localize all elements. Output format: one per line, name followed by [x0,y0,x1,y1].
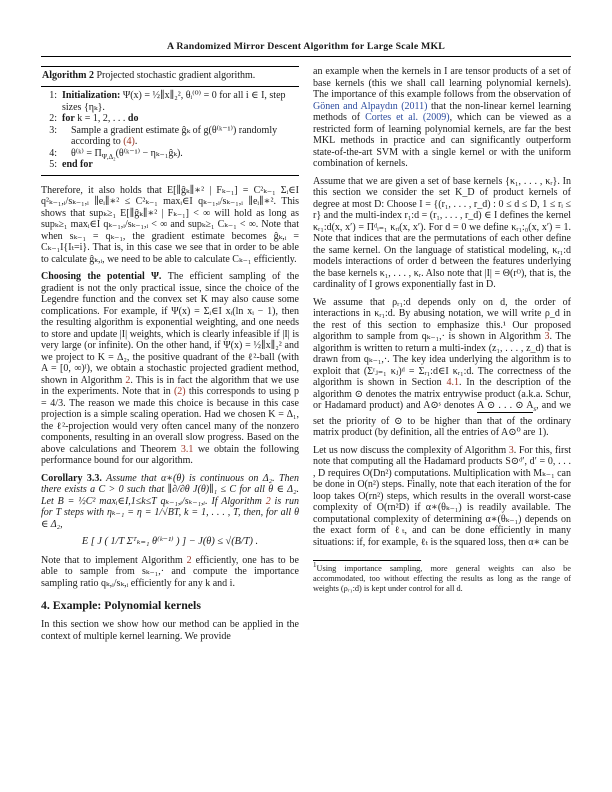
underbrace-hadamard-power: A ⊙ . . . ⊙ A [477,400,534,411]
ref-eq-4[interactable]: (4) [123,136,135,147]
paragraph-sampling-algorithm [313,297,571,439]
citation-gonen-alpaydin-2011[interactable]: Gönen and Alpaydın (2011) [313,100,428,112]
complexity-s0: Let us now discuss the complexity of Algorithm [313,444,509,456]
footnote-marker: 1 [313,561,317,570]
algo-step-2-number: 2: [49,113,57,124]
algorithm-2-caption-text: Projected stochastic gradient algorithm. [93,70,256,81]
sampling-s2: . In the description of the algorithm ⊙ denotes the matrix entrywise product (a.k.a. Schur, or Hadamard product) and A⊙ˢ denotes [313,377,571,411]
corollary-3-3 [41,473,299,531]
algo-step-4-number: 4: [49,147,57,159]
choosing-potential-s4: we obtain the following performance bound for our algorithm. [41,443,299,466]
for-keyword: for [62,113,75,124]
tensor-s1: that the non-linear kernel learning methods of [313,100,571,123]
ref-eq-2[interactable]: (2) [173,386,186,397]
ref-algorithm-2-corollary[interactable]: 2 [265,495,271,507]
step-3-period: . [134,136,138,147]
algorithm-2-steps [41,87,299,171]
sampling-s1: . The algorithm is written to return a multi-index (z₁, . . . , z_d) that is drawn from qₖ₋₁,·. The key idea underlying the algorithm is to exploit that (Σʳⱼ₌₁ κⱼ)ᵈ = Σᵣ₁:d∈I κᵣ₁:d. The correctness of the algorithm is shown in Section [313,331,571,388]
algo-step-4 [41,148,299,160]
algorithm-2-label: Algorithm 2 [42,70,94,81]
algo-step-2-text [62,113,298,125]
impl-note-s2: efficiently, one has to be able to sample from sₖ₋₁,· and compute the importance sampling ratio qₖ,ᵢ/sₖ,ᵢ efficiently for any k and i. [41,554,299,589]
footnote-1 [313,561,571,593]
sampling-s3: , and we set the priority of ⊙ to be higher than that of the ordinary matrix product (by definition, all the entries of A⊙⁰ are 1). [313,400,571,438]
paragraph-choosing-potential [41,271,299,467]
projection-subscript: Ψ,Δ₂ [101,152,116,161]
left-column [41,66,299,648]
algo-step-5-number: 5: [49,159,57,170]
two-column-body [41,66,571,648]
algorithm-2-caption [41,67,299,87]
algo-step-5-text [62,159,298,171]
tensor-s2: , which can be viewed as a restricted form of learning polynomial kernels, are far the best MKL methods in practice and can significantly outperform state-of-the-art SVM with a single kernel or with the uniform combination of kernels. [313,112,572,169]
running-title: A Randomized Mirror Descent Algorithm for Large Scale MKL [41,41,571,57]
do-keyword: do [127,113,139,124]
algo-step-3 [41,125,299,148]
algo-step-4-text [62,148,298,160]
algo-step-3-number: 3: [49,124,57,136]
algo-step-1 [41,90,299,113]
init-body: Ψ(x) = ½∥x∥₂², θᵢ⁽⁰⁾ = 0 for all i ∈ I, step sizes {ηₖ}. [62,90,286,113]
ref-algorithm-3-complexity[interactable]: 3 [508,444,514,456]
paragraph-implementation-note [41,555,299,590]
paragraph-complexity [313,445,571,549]
sampling-s0: We assume that ρᵣ₁:d depends only on d, the order of interactions in κᵣ₁:d. By abusing notation, we will write ρ_d in the rest of this section to emphasize this.¹ Our proposed algorithm to sample from qₖ₋₁,· is shown in Algorithm [313,296,571,342]
footnote-text: Using importance sampling, more general weights can also be accommodated, too without effecting the results as long as the range of weights (ρᵣ₁:d) is kept under control for all d. [313,564,571,593]
choosing-potential-lead: Choosing the potential Ψ. [41,271,162,282]
choosing-potential-s2: . This is in fact the algorithm that we use in the experiments. Note that in [41,374,299,397]
for-body: k = 1, 2, . . . [74,113,128,124]
init-keyword: Initialization: [62,90,121,101]
complexity-s1: . For this, first note that computing all the Hadamard products S⊙ᵈ′, d′ = 0, . . . , D requires O(Dn²) computations. Multiplication with Mₖ₋₁ can be done in O(n²) steps. Finally, note that each iteration of the for loop takes O(rn²) steps, which results in the overall worst-case complexity of O(rn²D) if α∗(θₖ₋₁) is readily available. The computational complexity of determining α∗(θₖ₋₁) depends on the exact form of ℓₜ, and can be done efficiently in many situations: if, for example, ℓₜ is the squared loss, then α∗ can be [313,444,572,548]
ref-section-4-1[interactable]: 4.1 [446,377,459,388]
right-column [313,66,571,648]
corollary-s1: Assume that α∗(θ) is continuous on Δ₂. Then there exists a C > 0 such that ∥∂/∂θ J(θ)∥₁ ≤ C for all θ ∈ Δ₂. Let B = ½C² maxᵢ∈I,1≤k≤T qₖ₋₁,ᵢ/sₖ₋₁,ᵢ. If Algorithm [41,472,299,507]
paragraph-section4-intro: In this section we show how our method can be applied in the context of multiple kernel learning. We provide [41,619,299,642]
underbrace-label-s: s [533,405,537,413]
algo-step-5 [41,159,299,171]
corollary-display-equation: E [ J ( 1/T Σᵀₖ₌₁ θ⁽ᵏ⁻¹⁾ ) ] − J(θ) ≤ √(B/T) . [81,536,259,547]
paragraph-therefore: Therefore, it also holds that E[∥ĝₖ∥∗² | Fₖ₋₁] = C²ₖ₋₁ Σᵢ∈I q²ₖ₋₁,ᵢ/sₖ₋₁,ᵢ ∥eᵢ∥∗² ≤ C²ₖ₋₁ maxᵢ∈I qₖ₋₁,ᵢ/sₖ₋₁,ᵢ ∥eᵢ∥∗². This shows that supₖ≥₁ E[∥ĝₖ∥∗² | Fₖ₋₁] < ∞ will hold as long as supₖ≥₁ maxᵢ∈I qₖ₋₁,ᵢ/sₖ₋₁,ᵢ < ∞ and supₖ≥₁ Cₖ₋₁ < ∞. Note that when sₖ₋₁ = qₖ₋₁, the gradient estimate becomes ĝₖ,ᵢ = Cₖ₋₁I{Iₜ=i}. That is, in this case we see that in order to be able to calculate ĝₖ,ᵢ, we need to be able to calculate Cₖ₋₁ efficiently. [41,184,299,265]
algo-step-2 [41,113,299,125]
impl-note-s1: Note that to implement Algorithm [41,554,187,566]
tensor-s0: an example when the kernels in I are tensor products of a set of base kernels (this we shall call learning polynomial kernels). The importance of this example follows from the observation of [313,66,571,100]
ref-algorithm-2[interactable]: 2 [125,374,131,386]
section-4-heading: 4. Example: Polynomial kernels [41,598,201,612]
algorithm-2-box [41,66,299,176]
step-4-lhs: θ⁽ᵏ⁾ = Π [71,147,102,159]
ref-algorithm-3[interactable]: 3 [544,331,550,342]
corollary-s2: is run for T steps with ηₖ₋₁ = η = 1/√BT, k = 1, . . . , T, then, for all θ ∈ Δ₂, [41,495,299,530]
ref-algorithm-2-note[interactable]: 2 [186,554,192,566]
choosing-potential-s1: The efficient sampling of the gradient is not the only practical issue, since the choice of the Legendre function and the convex set K may also cause some complications. For example, if Ψ(x) = Σᵢ∈I xᵢ(ln xᵢ − 1), then the resulting algorithm is exponential weighting, and one needs to store and update |I| weights, which is clearly infeasible if |I| is very large (or infinite). On the other hand, if Ψ(x) = ½∥x∥₂² and we project to K = Δ₂, the positive quadrant of the ℓ²-ball (with A = [0, ∞)ᴵ), we obtain a stochastic projected gradient method, shown in Algorithm [41,271,300,386]
step-3-body: Sample a gradient estimate ĝₖ of g(θ⁽ᵏ⁻¹⁾) randomly according to [71,124,278,147]
algo-step-3-text [62,125,298,148]
citation-cortes-2009[interactable]: Cortes et al. (2009) [365,112,450,123]
paragraph-base-kernels: Assume that we are given a set of base kernels {κ₁, . . . , κᵣ}. In this section we consider the set K_D of product kernels of degree at most D: Choose I = {(r₁, . . . , r_d) : 0 ≤ d ≤ D, 1 ≤ rᵢ ≤ r} and the multi-index r₁:d = (r₁, . . . , r_d) ∈ I defines the kernel κᵣ₁:d(x, x′) = Πᵈᵢ₌₁ κᵣᵢ(x, x′). For d = 0 we define κᵣ₁:₀(x, x′) = 1. Note that indices that are the permutations of each other define the same kernel. On the language of statistical modeling, κᵣ₁:d models interactions of order d between the features underlying the base kernels κ₁, . . . , κᵣ. Also note that |I| = Θ(rᴰ), that is, the cardinality of I grows exponentially fast in D. [313,175,571,290]
algo-step-1-number: 1: [49,90,57,101]
footnote-rule [313,560,421,561]
step-4-rhs: (θ⁽ᵏ⁻¹⁾ − ηₖ₋₁ĝₖ). [115,147,183,159]
end-for-keyword: end for [62,159,93,170]
corollary-3-3-head: Corollary 3.3. [41,472,102,484]
paragraph-tensor-products [313,66,571,170]
choosing-potential-s3: this corresponds to using p = 4/3. The reason we made this choice is because in this case projection is a simple scaling operation. Had we chosen K = Δ₁, the ℓ²-projection would very often cancel many of the nonzero components, resulting in an overall slow progress. Based on the above calculations and Theorem [41,386,299,455]
algo-step-1-text [62,90,298,113]
ref-theorem-3-1[interactable]: 3.1 [180,443,194,455]
